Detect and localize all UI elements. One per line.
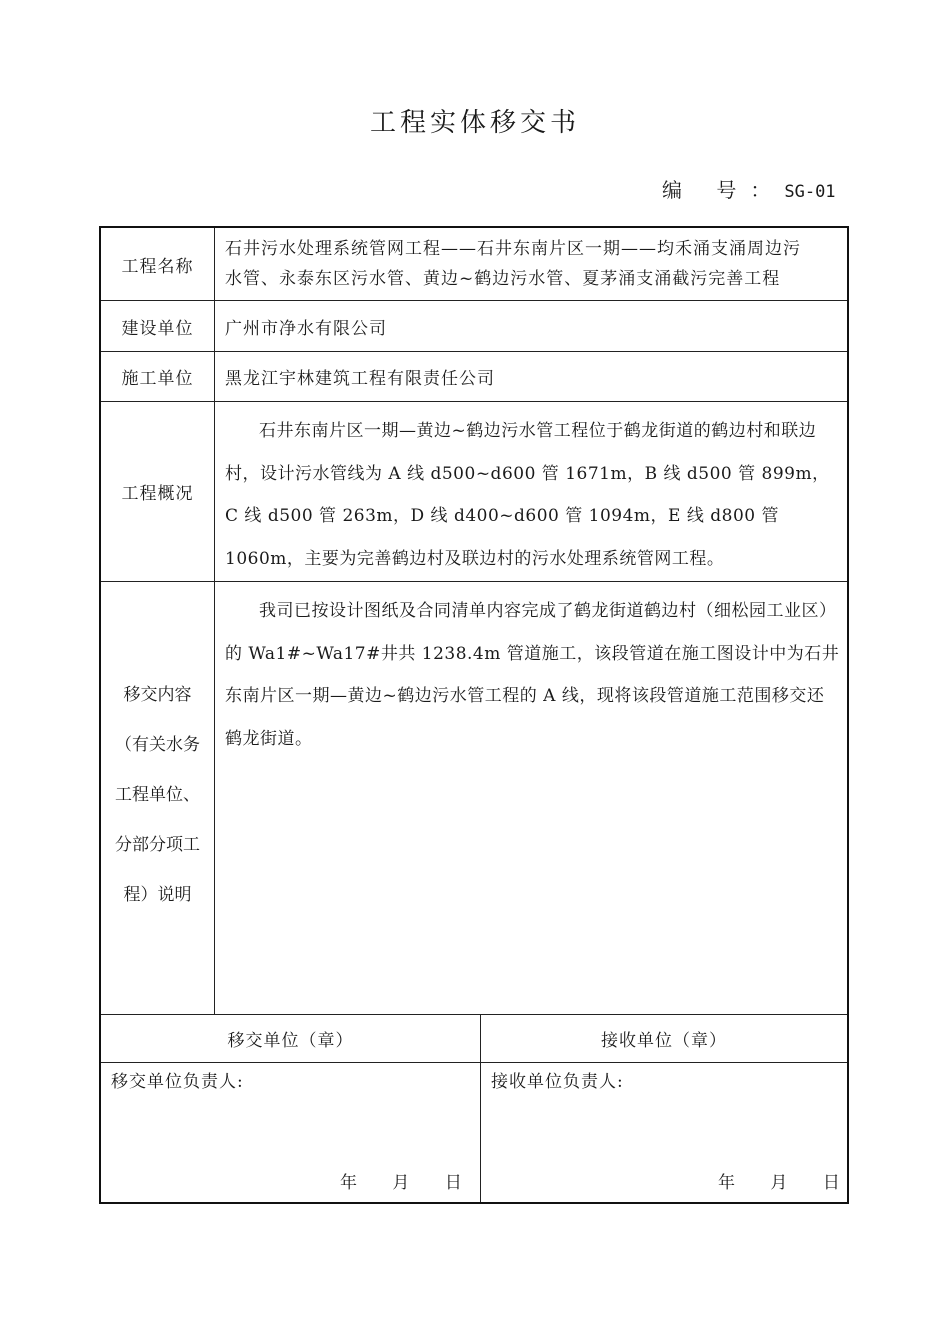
- owner-label: 建设单位: [121, 318, 194, 339]
- project-name-line-2: 水管、永泰东区污水管、黄边~鹤边污水管、夏茅涌支涌截污完善工程: [225, 269, 781, 289]
- receive-date-year: 年: [718, 1173, 735, 1193]
- receive-responsible-label: 接收单位负责人:: [491, 1072, 624, 1092]
- handover-form-table: [99, 226, 849, 1204]
- document-number-label: 编 号：: [662, 178, 785, 202]
- transfer-date-month: 月: [392, 1173, 410, 1193]
- contractor-value: 黑龙江宇林建筑工程有限责任公司: [225, 369, 495, 389]
- receive-date-month: 月: [770, 1173, 788, 1193]
- document-number: [662, 174, 836, 203]
- transfer-date-year: 年: [340, 1173, 357, 1193]
- contractor-label: 施工单位: [121, 369, 194, 389]
- project-name-label: 工程名称: [121, 256, 194, 277]
- transfer-unit-seal-heading: 移交单位（章）: [227, 1031, 354, 1051]
- overview-label: 工程概况: [121, 484, 194, 504]
- receive-date-day: 日: [822, 1173, 840, 1193]
- handover-text: 我司已按设计图纸及合同清单内容完成了鹤龙街道鹤边村（细松园工业区）的 Wa1#~Wa17#井共 1238.4m 管道施工，该段管道在施工图设计中为石井东南片区一期—黄边~鹤边污水管工程的 A 线，现将该段管道施工范围移交还鹤龙街道。: [225, 601, 840, 749]
- owner-value: 广州市净水有限公司: [225, 318, 387, 339]
- project-name-value: [215, 228, 847, 300]
- document-title: 工程实体移交书: [369, 108, 580, 138]
- project-name-line-1: 石井污水处理系统管网工程——石井东南片区一期——均禾涌支涌周边污: [225, 239, 801, 259]
- transfer-responsible-label: 移交单位负责人:: [111, 1072, 244, 1092]
- receive-unit-seal-heading: 接收单位（章）: [601, 1031, 727, 1051]
- transfer-date-day: 日: [444, 1173, 462, 1193]
- handover-label-line-3: 工程单位、: [115, 785, 200, 805]
- document-number-value: SG-01: [784, 182, 836, 202]
- receive-date: [718, 1168, 840, 1193]
- handover-label-line-2: （有关水务: [115, 735, 200, 755]
- handover-label-line-1: 移交内容: [123, 685, 192, 705]
- handover-label: [101, 582, 214, 1014]
- overview-text: 石井东南片区一期—黄边~鹤边污水管工程位于鹤龙街道的鹤边村和联边村，设计污水管线为 A 线 d500~d600 管 1671m，B 线 d500 管 899m，C 线 d500 管 263m，D 线 d400~d600 管 1094m，E 线 d800 管 1060m，主要为完善鹤边村及联边村的污水处理系统管网工程。: [225, 421, 830, 569]
- transfer-date: [340, 1168, 462, 1193]
- handover-label-line-5: 程）说明: [123, 885, 192, 905]
- handover-label-line-4: 分部分项工: [115, 835, 200, 855]
